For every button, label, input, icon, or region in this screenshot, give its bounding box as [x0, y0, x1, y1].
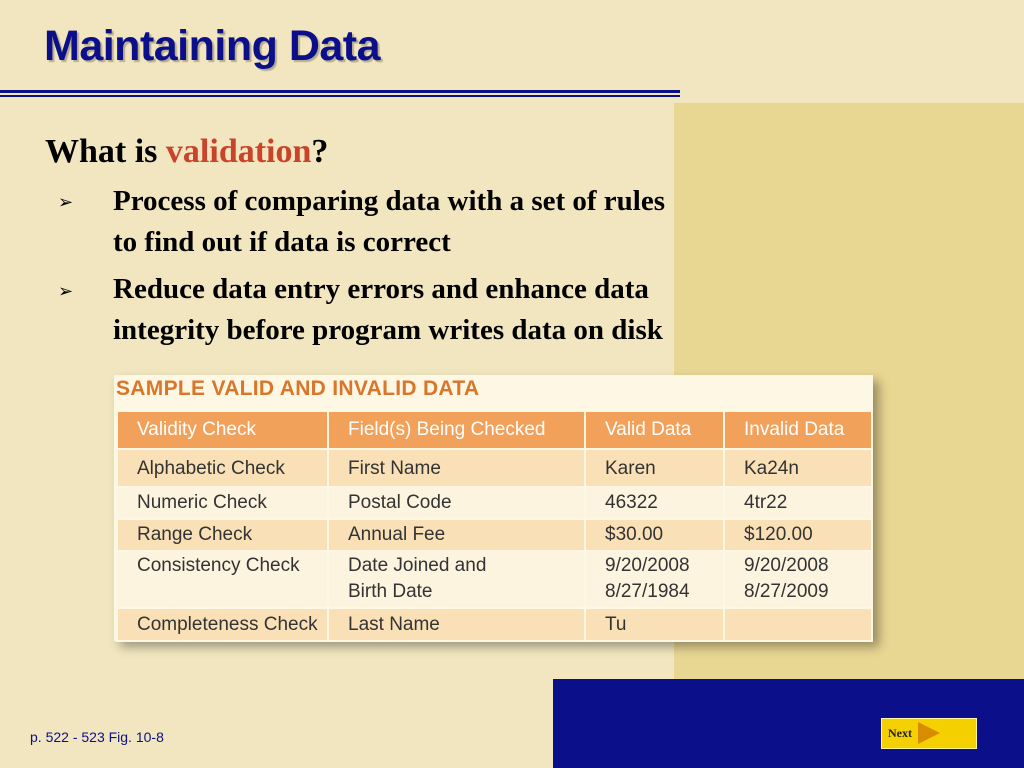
table-cell	[724, 608, 872, 641]
table-cell: First Name	[328, 449, 585, 487]
bullet-arrow-icon: ➢	[58, 192, 74, 212]
question-suffix: ?	[311, 133, 329, 170]
bullet-item	[113, 269, 813, 351]
table-cell: Date Joined and Birth Date	[328, 551, 585, 608]
table-cell: Postal Code	[328, 487, 585, 519]
figure-title: SAMPLE VALID AND INVALID DATA	[116, 377, 480, 400]
bullet-line: integrity before program writes data on disk	[113, 314, 663, 346]
table-cell: $120.00	[724, 519, 872, 551]
table-cell: 9/20/2008 8/27/1984	[585, 551, 724, 608]
table-cell: Annual Fee	[328, 519, 585, 551]
question-heading	[45, 133, 328, 171]
table-row	[117, 608, 872, 641]
table-header-row	[117, 411, 872, 449]
bullet-line: to find out if data is correct	[113, 226, 451, 258]
table-cell: 4tr22	[724, 487, 872, 519]
title-rule-thin	[0, 95, 680, 97]
validation-table	[116, 410, 873, 642]
table-cell: Alphabetic Check	[117, 449, 328, 487]
question-keyword: validation	[165, 133, 312, 170]
arrow-right-icon	[918, 722, 940, 744]
table-cell: Numeric Check	[117, 487, 328, 519]
table-cell: 9/20/2008 8/27/2009	[724, 551, 872, 608]
slide-title: Maintaining Data	[44, 22, 381, 70]
table-cell: Ka24n	[724, 449, 872, 487]
table-row	[117, 551, 872, 608]
bullet-arrow-icon: ➢	[58, 281, 74, 301]
column-header: Field(s) Being Checked	[328, 411, 585, 449]
bullet-line: Reduce data entry errors and enhance data	[113, 273, 649, 305]
figure-sample-data	[114, 375, 873, 641]
table-cell: Karen	[585, 449, 724, 487]
table-cell: $30.00	[585, 519, 724, 551]
table-row	[117, 449, 872, 487]
title-rule	[0, 90, 680, 93]
table-row	[117, 487, 872, 519]
next-button-label: Next	[888, 726, 912, 740]
next-button[interactable]	[881, 718, 977, 749]
table-cell: 46322	[585, 487, 724, 519]
table-row	[117, 519, 872, 551]
column-header: Valid Data	[585, 411, 724, 449]
bullet-line: Process of comparing data with a set of rules	[113, 185, 666, 217]
column-header: Invalid Data	[724, 411, 872, 449]
table-cell: Consistency Check	[117, 551, 328, 608]
table-cell: Last Name	[328, 608, 585, 641]
table-cell: Range Check	[117, 519, 328, 551]
page-reference: p. 522 - 523 Fig. 10-8	[30, 729, 164, 745]
table-cell: Completeness Check	[117, 608, 328, 641]
table-cell: Tu	[585, 608, 724, 641]
column-header: Validity Check	[117, 411, 328, 449]
bullet-item	[113, 181, 813, 263]
question-prefix: What is	[45, 133, 166, 170]
